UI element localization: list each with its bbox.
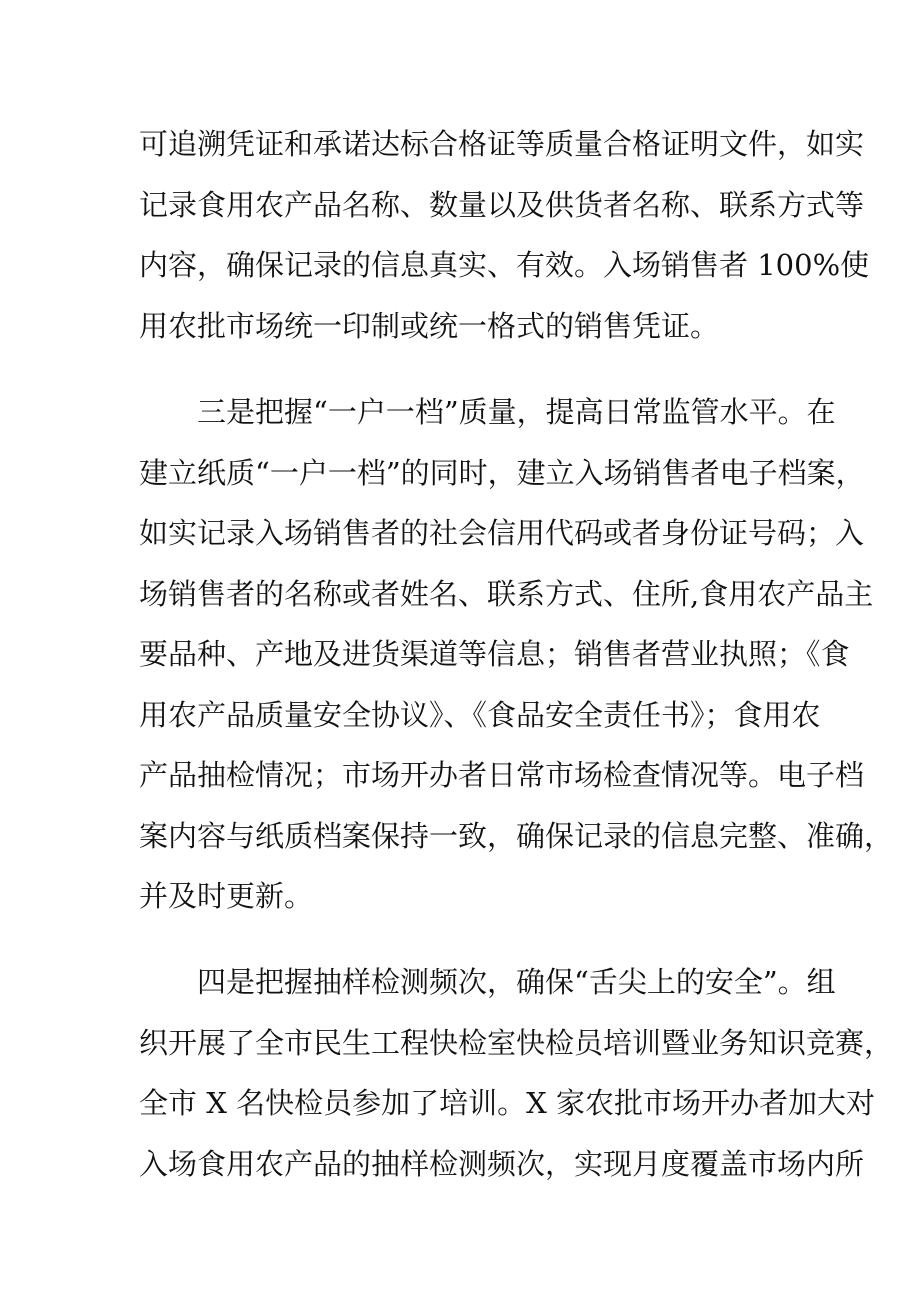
paragraph-line: 建立纸质“一户一档”的同时，建立入场销售者电子档案，	[139, 455, 865, 490]
paragraph-line: 入场食用农产品的抽样检测频次，实现月度覆盖市场内所	[139, 1146, 865, 1181]
paragraph-line: 并及时更新。	[139, 879, 314, 913]
paragraph-line: 三是把握“一户一档”质量，提高日常监管水平。在	[197, 395, 836, 429]
paragraph-line: 要品种、产地及进货渠道等信息；销售者营业执照；《食	[139, 637, 850, 671]
paragraph-line: 产品抽检情况；市场开办者日常市场检查情况等。电子档	[139, 758, 865, 792]
paragraph-line: 案内容与纸质档案保持一致，确保记录的信息完整、准确，	[139, 818, 894, 853]
paragraph-1	[139, 114, 870, 356]
paragraph-line: 四是把握抽样检测频次，确保“舌尖上的安全”。组	[197, 965, 836, 999]
paragraph-3	[139, 952, 894, 1194]
paragraph-line: 全市 X 名快检员参加了培训。X 家农批市场开办者加大对	[139, 1086, 875, 1120]
paragraph-line: 可追溯凭证和承诺达标合格证等质量合格证明文件，如实	[139, 127, 865, 161]
paragraph-line: 用农批市场统一印制或统一格式的销售凭证。	[139, 308, 720, 343]
paragraph-line: 记录食用农产品名称、数量以及供货者名称、联系方式等	[139, 187, 865, 222]
paragraph-line: 内容，确保记录的信息真实、有效。入场销售者 100%使	[139, 248, 870, 282]
paragraph-line: 场销售者的名称或者姓名、联系方式、住所,食用农产品主	[139, 576, 874, 611]
paragraph-line: 如实记录入场销售者的社会信用代码或者身份证号码；入	[139, 516, 865, 550]
paragraph-line: 织开展了全市民生工程快检室快检员培训暨业务知识竞赛，	[139, 1025, 894, 1060]
paragraph-2	[139, 382, 894, 927]
paragraph-line: 用农产品质量安全协议》、《食品安全责任书》；食用农	[139, 697, 821, 732]
